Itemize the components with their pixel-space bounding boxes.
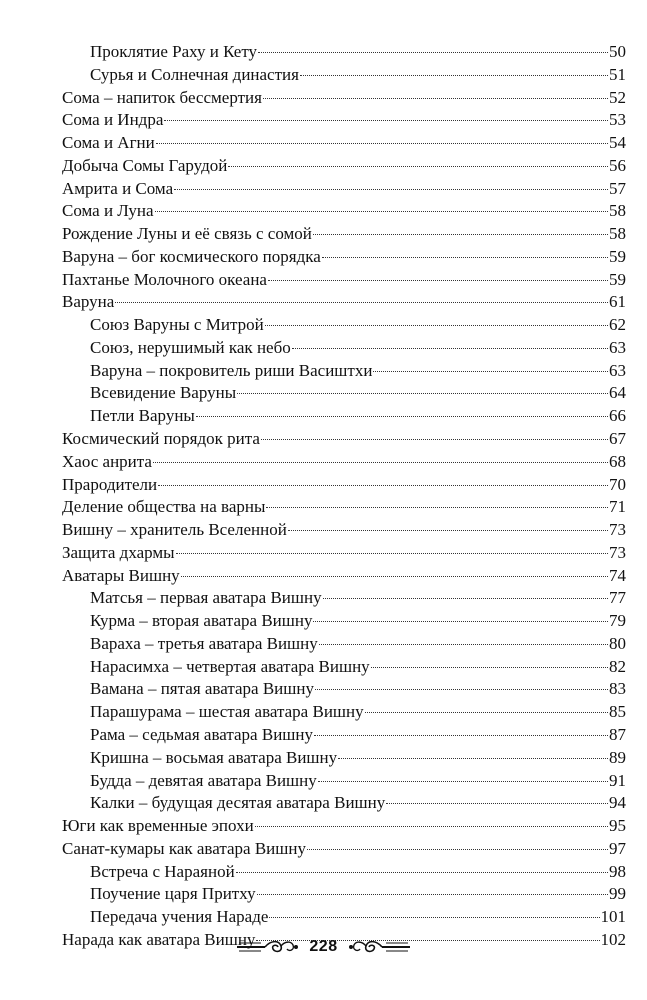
toc-entry-title: Курма – вторая аватара Вишну bbox=[90, 611, 313, 631]
toc-entry bbox=[62, 724, 626, 747]
toc-entry-page: 94 bbox=[609, 793, 626, 813]
toc-entry-title: Варуна bbox=[62, 292, 115, 312]
toc-entry-page: 80 bbox=[609, 633, 626, 653]
toc-entry bbox=[62, 906, 626, 929]
toc-entry bbox=[62, 792, 626, 815]
dot-leader bbox=[386, 803, 608, 804]
toc-entry-title: Юги как временные эпохи bbox=[62, 816, 254, 836]
toc-entry bbox=[62, 747, 626, 770]
toc-entry-title: Варуна – покровитель риши Васиштхи bbox=[90, 360, 373, 380]
toc-entry-page: 99 bbox=[609, 884, 626, 904]
toc-entry bbox=[62, 132, 626, 155]
dot-leader bbox=[196, 416, 608, 417]
toc-entry bbox=[62, 678, 626, 701]
toc-entry-page: 61 bbox=[609, 292, 626, 312]
toc-entry-page: 91 bbox=[609, 770, 626, 790]
toc-entry-title: Матсья – первая аватара Вишну bbox=[90, 588, 322, 608]
toc-entry-page: 98 bbox=[609, 861, 626, 881]
toc-entry-title: Петли Варуны bbox=[90, 406, 195, 426]
toc-entry-title: Всевидение Варуны bbox=[90, 383, 237, 403]
toc-entry-page: 71 bbox=[609, 497, 626, 517]
toc-entry bbox=[62, 610, 626, 633]
toc-entry-page: 73 bbox=[609, 520, 626, 540]
toc-entry-page: 73 bbox=[609, 542, 626, 562]
toc-entry-page: 101 bbox=[600, 907, 626, 927]
toc-entry-page: 97 bbox=[609, 838, 626, 858]
dot-leader bbox=[115, 302, 608, 303]
toc-entry-title: Пахтанье Молочного океана bbox=[62, 269, 267, 289]
dot-leader bbox=[292, 348, 608, 349]
dot-leader bbox=[258, 52, 608, 53]
toc-entry bbox=[62, 223, 626, 246]
toc-entry-page: 58 bbox=[609, 224, 626, 244]
dot-leader bbox=[322, 257, 608, 258]
dot-leader bbox=[181, 576, 608, 577]
dot-leader bbox=[263, 98, 608, 99]
dot-leader bbox=[228, 166, 608, 167]
toc-entry bbox=[62, 519, 626, 542]
toc-entry-title: Нарада как аватара Вишну bbox=[62, 929, 256, 949]
page-number: 228 bbox=[309, 938, 338, 955]
toc-entry-page: 58 bbox=[609, 201, 626, 221]
toc-entry-title: Вишну – хранитель Вселенной bbox=[62, 520, 287, 540]
toc-entry bbox=[62, 701, 626, 724]
dot-leader bbox=[153, 462, 608, 463]
toc-entry bbox=[62, 815, 626, 838]
toc-entry bbox=[62, 382, 626, 405]
dot-leader bbox=[365, 712, 608, 713]
toc-entry-title: Калки – будущая десятая аватара Вишну bbox=[90, 793, 386, 813]
toc-entry-title: Добыча Сомы Гарудой bbox=[62, 155, 228, 175]
dot-leader bbox=[373, 371, 608, 372]
toc-entry bbox=[62, 109, 626, 132]
dot-leader bbox=[338, 758, 608, 759]
dot-leader bbox=[313, 234, 608, 235]
toc-entry-title: Рождение Луны и её связь с сомой bbox=[62, 224, 312, 244]
toc-entry-title: Санат-кумары как аватара Вишну bbox=[62, 838, 306, 858]
toc-entry-title: Вамана – пятая аватара Вишну bbox=[90, 679, 314, 699]
toc-entry bbox=[62, 838, 626, 861]
dot-leader bbox=[255, 826, 608, 827]
toc-entry-page: 79 bbox=[609, 611, 626, 631]
dot-leader bbox=[265, 325, 608, 326]
toc-entry bbox=[62, 155, 626, 178]
dot-leader bbox=[314, 735, 608, 736]
dot-leader bbox=[371, 667, 608, 668]
toc-entry bbox=[62, 200, 626, 223]
toc-entry bbox=[62, 178, 626, 201]
toc-entry-title: Встреча с Нараяной bbox=[90, 861, 235, 881]
dot-leader bbox=[319, 644, 608, 645]
dot-leader bbox=[288, 530, 608, 531]
toc-entry-title: Вараха – третья аватара Вишну bbox=[90, 633, 318, 653]
toc-entry-page: 63 bbox=[609, 337, 626, 357]
toc-entry-page: 62 bbox=[609, 315, 626, 335]
toc-entry-page: 52 bbox=[609, 87, 626, 107]
toc-entry-page: 102 bbox=[600, 929, 626, 949]
toc-entry bbox=[62, 633, 626, 656]
toc-entry bbox=[62, 542, 626, 565]
toc-entry-page: 95 bbox=[609, 816, 626, 836]
toc-entry bbox=[62, 656, 626, 679]
toc-entry-page: 57 bbox=[609, 178, 626, 198]
toc-entry bbox=[62, 565, 626, 588]
dot-leader bbox=[307, 849, 608, 850]
toc-entry-title: Сома – напиток бессмертия bbox=[62, 87, 262, 107]
toc-entry bbox=[62, 587, 626, 610]
toc-entry bbox=[62, 451, 626, 474]
toc-entry bbox=[62, 246, 626, 269]
toc-entry bbox=[62, 496, 626, 519]
toc-entry-title: Нарасимха – четвертая аватара Вишну bbox=[90, 656, 370, 676]
toc-entry-page: 56 bbox=[609, 155, 626, 175]
toc-entry bbox=[62, 405, 626, 428]
toc-entry-title: Деление общества на варны bbox=[62, 497, 266, 517]
toc-entry-page: 87 bbox=[609, 724, 626, 744]
toc-entry-title: Амрита и Сома bbox=[62, 178, 174, 198]
toc-entry-title: Будда – девятая аватара Вишну bbox=[90, 770, 317, 790]
toc-entry-title: Сома и Агни bbox=[62, 133, 155, 153]
toc-entry bbox=[62, 428, 626, 451]
toc-entry-title: Аватары Вишну bbox=[62, 565, 180, 585]
toc-entry-title: Рама – седьмая аватара Вишну bbox=[90, 724, 313, 744]
toc-entry bbox=[62, 41, 626, 64]
dot-leader bbox=[176, 553, 608, 554]
page-footer bbox=[0, 938, 647, 956]
toc-entry-page: 85 bbox=[609, 702, 626, 722]
toc-entry-title: Сома и Луна bbox=[62, 201, 154, 221]
toc-entry-page: 77 bbox=[609, 588, 626, 608]
toc-entry-page: 74 bbox=[609, 565, 626, 585]
toc-entry bbox=[62, 360, 626, 383]
dot-leader bbox=[269, 917, 599, 918]
dot-leader bbox=[237, 393, 608, 394]
toc-entry-page: 64 bbox=[609, 383, 626, 403]
toc-entry-page: 50 bbox=[609, 42, 626, 61]
toc-entry-page: 59 bbox=[609, 269, 626, 289]
toc-entry bbox=[62, 474, 626, 497]
dot-leader bbox=[315, 689, 608, 690]
toc-entry-title: Проклятие Раху и Кету bbox=[90, 42, 258, 61]
toc-entry-title: Прародители bbox=[62, 474, 158, 494]
dot-leader bbox=[300, 75, 608, 76]
flourish-left-icon bbox=[235, 938, 301, 956]
toc-entry-title: Защита дхармы bbox=[62, 542, 175, 562]
dot-leader bbox=[257, 894, 608, 895]
toc-entry-page: 63 bbox=[609, 360, 626, 380]
dot-leader bbox=[164, 120, 608, 121]
table-of-contents bbox=[62, 41, 626, 952]
toc-entry-title: Кришна – восьмая аватара Вишну bbox=[90, 747, 338, 767]
toc-entry-page: 70 bbox=[609, 474, 626, 494]
dot-leader bbox=[158, 485, 608, 486]
toc-entry bbox=[62, 337, 626, 360]
dot-leader bbox=[155, 211, 608, 212]
dot-leader bbox=[266, 507, 608, 508]
dot-leader bbox=[174, 189, 608, 190]
flourish-right-icon bbox=[346, 938, 412, 956]
toc-entry-page: 67 bbox=[609, 429, 626, 449]
toc-entry-title: Космический порядок рита bbox=[62, 429, 260, 449]
toc-entry-title: Сурья и Солнечная династия bbox=[90, 64, 299, 84]
toc-entry bbox=[62, 861, 626, 884]
toc-entry-title: Передача учения Нараде bbox=[90, 907, 269, 927]
toc-entry bbox=[62, 269, 626, 292]
toc-entry bbox=[62, 883, 626, 906]
dot-leader bbox=[236, 872, 608, 873]
toc-entry-title: Союз Варуны с Митрой bbox=[90, 315, 264, 335]
toc-entry-page: 89 bbox=[609, 747, 626, 767]
dot-leader bbox=[323, 598, 608, 599]
dot-leader bbox=[261, 439, 608, 440]
dot-leader bbox=[268, 280, 608, 281]
toc-entry-title: Союз, нерушимый как небо bbox=[90, 337, 291, 357]
toc-entry bbox=[62, 770, 626, 793]
toc-entry bbox=[62, 291, 626, 314]
dot-leader bbox=[318, 781, 608, 782]
toc-entry-page: 54 bbox=[609, 133, 626, 153]
dot-leader bbox=[156, 143, 608, 144]
toc-entry bbox=[62, 87, 626, 110]
toc-entry-page: 83 bbox=[609, 679, 626, 699]
toc-entry-page: 82 bbox=[609, 656, 626, 676]
toc-entry bbox=[62, 314, 626, 337]
toc-entry-page: 68 bbox=[609, 451, 626, 471]
toc-entry-page: 59 bbox=[609, 246, 626, 266]
toc-entry-page: 51 bbox=[609, 64, 626, 84]
dot-leader bbox=[313, 621, 608, 622]
toc-entry-title: Поучение царя Притху bbox=[90, 884, 256, 904]
toc-entry-title: Сома и Индра bbox=[62, 110, 164, 130]
toc-entry-title: Варуна – бог космического порядка bbox=[62, 246, 321, 266]
toc-entry-page: 53 bbox=[609, 110, 626, 130]
toc-entry-title: Парашурама – шестая аватара Вишну bbox=[90, 702, 364, 722]
toc-entry-title: Хаос анрита bbox=[62, 451, 152, 471]
toc-entry-page: 66 bbox=[609, 406, 626, 426]
toc-entry bbox=[62, 64, 626, 87]
